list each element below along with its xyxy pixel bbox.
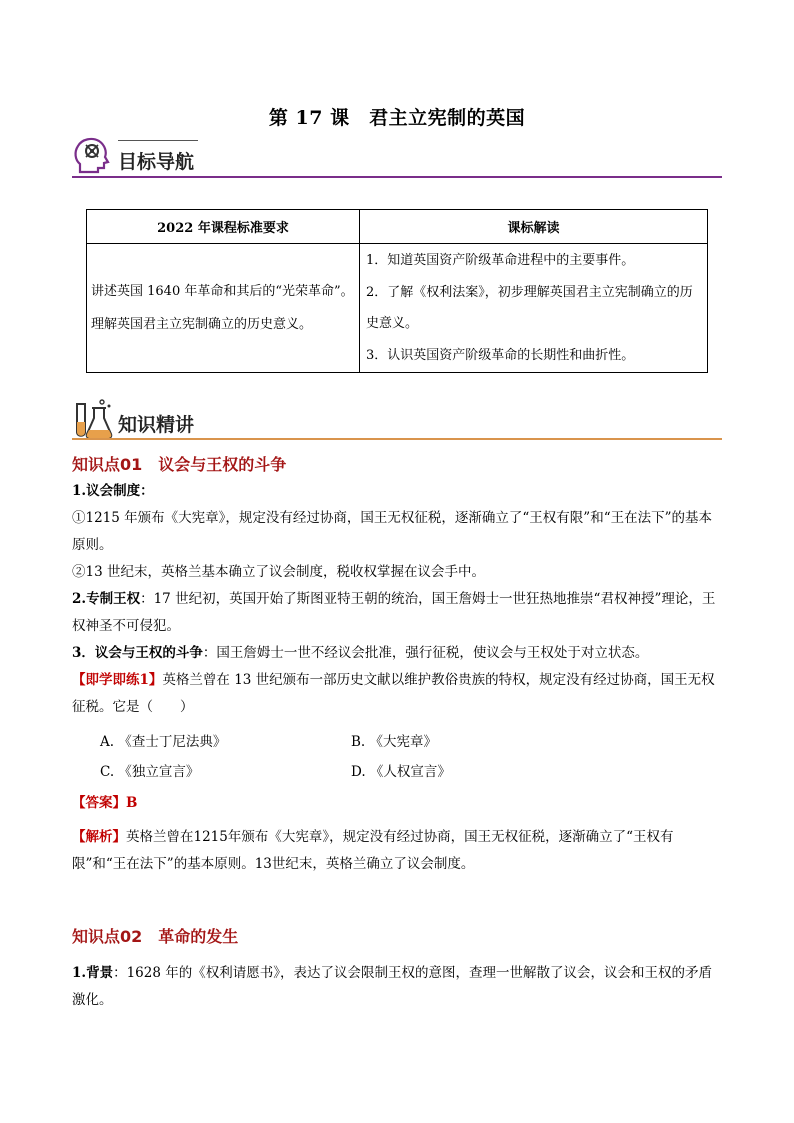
list-item: 2．了解《权利法案》，初步理解英国君主立宪制确立的历史意义。 (366, 284, 693, 331)
table-header-standard: 2022 年课程标准要求 (87, 210, 360, 244)
section-header-knowledge (72, 396, 722, 446)
standards-table (86, 209, 708, 373)
list-item: 1．知道英国资产阶级革命进程中的主要事件。 (366, 253, 635, 268)
answer-line (72, 790, 724, 817)
answer-tag: 【答案】 (72, 795, 126, 811)
kp1-heading-3: 3．议会与王权的斗争 (72, 645, 203, 661)
kp1-heading-1: 1.议会制度： (72, 483, 154, 499)
kp1-paragraph-4: 3．议会与王权的斗争：国王詹姆士一世不经议会批准，强行征税，使议会与王权处于对立状态。 (72, 645, 649, 661)
answer-value: B (126, 795, 138, 811)
table-cell-standard: 讲述英国 1640 年革命和其后的“光荣革命”。理解英国君主立宪制确立的历史意义。 (87, 244, 360, 373)
head-gear-icon (72, 134, 112, 180)
kp1-title: 知识点01 议会与王权的斗争 (72, 455, 287, 474)
exercise-question: 【即学即练1】英格兰曾在 13 世纪颁布一部历史文献以维护教俗贵族的特权，规定没有经过协商，国王无权征税。它是（ ） (72, 672, 715, 715)
analysis-paragraph: 【解析】英格兰曾在1215年颁布《大宪章》，规定没有经过协商，国王无权征税，逐渐确立了“王权有限”和“王在法下”的基本原则。13世纪末，英格兰确立了议会制度。 (72, 829, 674, 872)
kp1-heading-2: 2.专制王权 (72, 591, 141, 607)
option-d: D. 《人权宣言》 (351, 764, 451, 780)
exercise-tag: 【即学即练1】 (72, 672, 163, 688)
option-b: B. 《大宪章》 (351, 734, 438, 750)
page-title: 第 17 课 君主立宪制的英国 (268, 107, 526, 129)
section-divider (72, 438, 722, 440)
table-cell-interpretation (360, 244, 708, 373)
list-item: 3．认识英国资产阶级革命的长期性和曲折性。 (366, 347, 635, 363)
option-c: C. 《独立宣言》 (100, 764, 200, 780)
section-title-goals: 目标导航 (118, 151, 195, 173)
kp1-paragraph-3: 2.专制王权：17 世纪初，英国开始了斯图亚特王朝的统治，国王詹姆士一世狂热地推崇“君权神授”理论，王权神圣不可侵犯。 (72, 591, 716, 634)
table-header-interpretation: 课标解读 (360, 210, 708, 244)
kp1-paragraph-1: ①1215 年颁布《大宪章》，规定没有经过协商，国王无权征税，逐渐确立了“王权有限”和“王在法下”的基本原则。 (72, 510, 713, 553)
section-title-knowledge: 知识精讲 (118, 414, 195, 436)
section-divider (72, 176, 722, 178)
option-a: A. 《查士丁尼法典》 (100, 734, 227, 750)
analysis-tag: 【解析】 (72, 829, 126, 845)
kp2-heading-1: 1.背景 (72, 965, 114, 981)
section-header-goals (72, 134, 722, 184)
kp2-paragraph-1: 1.背景：1628 年的《权利请愿书》，表达了议会限制王权的意图，查理一世解散了议会，议会和王权的矛盾激化。 (72, 965, 712, 1008)
kp2-title: 知识点02 革命的发生 (72, 927, 239, 946)
kp1-paragraph-2: ②13 世纪末，英格兰基本确立了议会制度，税收权掌握在议会手中。 (72, 564, 485, 580)
